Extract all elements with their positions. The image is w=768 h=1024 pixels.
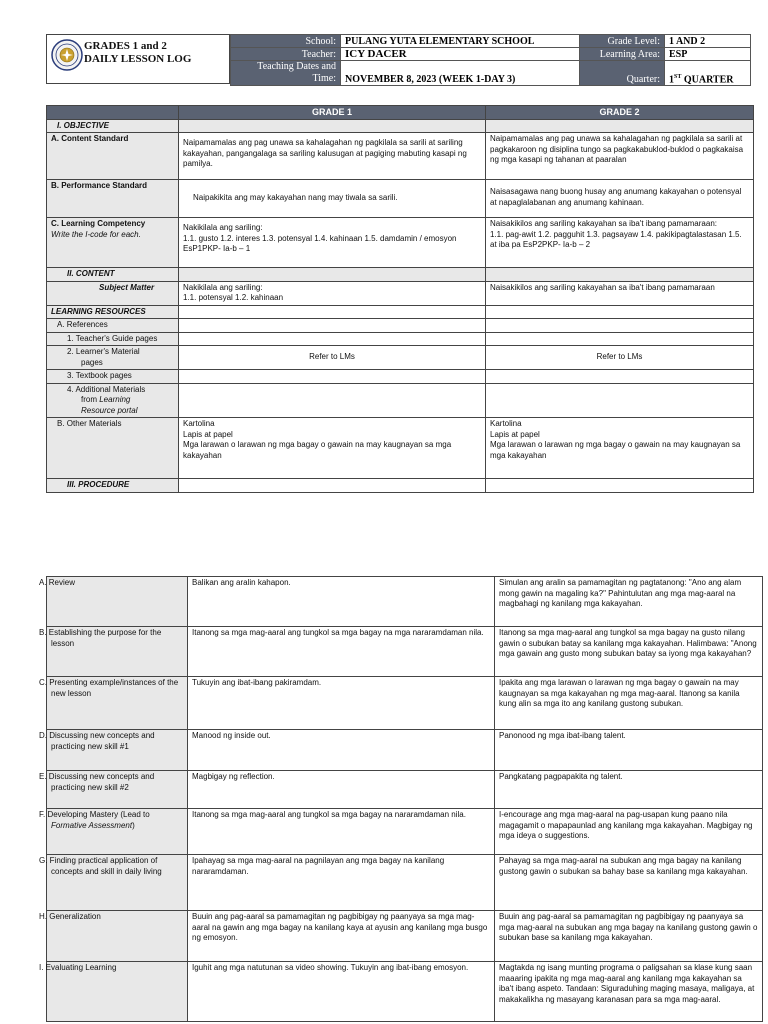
am-label-line3: Resource portal	[81, 405, 138, 415]
table-row	[47, 911, 763, 962]
competency-sub: Write the I-code for each.	[51, 229, 141, 239]
table-row	[47, 627, 763, 677]
lm-label-line1: 2. Learner's Material	[67, 347, 140, 356]
application-label: G. Finding practical application of concepts and skill in daily living	[47, 855, 188, 911]
quarter-num: 1	[669, 74, 674, 85]
am-learning: Learning	[99, 395, 131, 404]
procedure-label: III. PROCEDURE	[47, 479, 179, 493]
empty-cell	[179, 319, 486, 333]
am-label-line1: 4. Additional Materials	[67, 384, 146, 394]
subject-g1-line1: Nakikilala ang sariling:	[183, 282, 263, 292]
content-label: II. CONTENT	[47, 268, 179, 282]
generalization-g2: Buuin ang pag-aaral sa pamamagitan ng pagbibigay ng paanyaya sa mga mag-aaral na subukan ang mga bagay na kanilang gustong gawin o subukan base sa kanilang mga kakayahan.	[495, 911, 763, 962]
content-standard-g1: Naipamamalas ang pag unawa sa kahalagahan ng pagkilala sa sarili at sariling kakayahan, pangangalaga sa sariling kalusugan at pagiging mabuting kasapi ng pamilya.	[179, 133, 486, 180]
mastery-g2: I-encourage ang mga mag-aaral na pag-usapan kung paano nila magagamit o mapapaunlad ang kanilang mga kakayahan. Magbigay ng mga ideya o suggestions.	[495, 809, 763, 855]
om-g1-line2: Lapis at papel	[183, 429, 233, 439]
competency-g2-line2: 1.1. pag-awit 1.2. pagguhit 1.3. pagsayaw 1.4. pakikipagtalastasan 1.5. at iba pa EsP2PKP- Ia-b – 2	[490, 229, 742, 249]
empty-cell	[179, 305, 486, 319]
lesson-table-top	[46, 105, 754, 493]
mastery-label-ital: Formative Assessment	[51, 820, 133, 830]
teacher-value: ICY DACER	[341, 48, 580, 61]
other-materials-g1	[179, 418, 486, 479]
dates-label	[231, 61, 341, 86]
presenting-label: C. Presenting example/instances of the new lesson	[47, 677, 188, 730]
learners-material-g2: Refer to LMs	[486, 346, 754, 370]
empty-cell	[486, 383, 754, 418]
quarter-value	[665, 61, 751, 86]
om-g2-line3: Mga larawan o larawan ng mga bagay o gawain na may kaugnayan sa mga kakayahan	[490, 440, 741, 460]
discussing2-g2: Pangkatang pagpapakita ng talent.	[495, 771, 763, 809]
evaluating-g1: Iguhit ang mga natutunan sa video showing. Tukuyin ang ibat-ibang emosyon.	[188, 962, 495, 1022]
empty-cell	[486, 268, 754, 282]
table-row	[47, 962, 763, 1022]
presenting-g2: Ipakita ang mga larawan o larawan ng mga bagay o gawain na may kaugnayan sa mga kakayahan ng mga mag-aaral. Itanong sa kanila kung alin sa mga ito ang kanilang gustong subukan.	[495, 677, 763, 730]
learners-material-g1: Refer to LMs	[179, 346, 486, 370]
empty-cell	[179, 479, 486, 493]
performance-standard-g1: Naipakikita ang may kakayahan nang may tiwala sa sarili.	[179, 180, 486, 218]
deped-seal-icon	[51, 39, 83, 71]
purpose-g1: Itanong sa mga mag-aaral ang tungkol sa mga bagay na mga nararamdaman nila.	[188, 627, 495, 677]
mastery-label-pre: F. Developing Mastery (Lead to	[39, 810, 150, 819]
performance-standard-label: B. Performance Standard	[47, 180, 179, 218]
generalization-label: H. Generalization	[47, 911, 188, 962]
empty-cell	[179, 332, 486, 346]
competency-label-cell	[47, 218, 179, 268]
quarter-word: QUARTER	[681, 74, 734, 85]
grade-level-value: 1 AND 2	[665, 35, 751, 48]
empty-cell	[179, 119, 486, 133]
school-label: School:	[231, 35, 341, 48]
grade2-header: GRADE 2	[486, 106, 754, 120]
application-g2: Pahayag sa mga mag-aaral na subukan ang mga bagay na kanilang gustong gawin o subukan sa bahay base sa kanilang mga kakayahan.	[495, 855, 763, 911]
table-row	[47, 855, 763, 911]
empty-cell	[486, 319, 754, 333]
learners-material-label	[47, 346, 179, 370]
empty-cell	[179, 268, 486, 282]
learning-area-label: Learning Area:	[580, 48, 665, 61]
header-title-line1: GRADES 1 and 2	[84, 40, 167, 52]
lm-label-line2: pages	[81, 357, 103, 367]
teachers-guide-label: 1. Teacher's Guide pages	[47, 332, 179, 346]
evaluating-label: I. Evaluating Learning	[47, 962, 188, 1022]
lesson-table-procedure	[39, 576, 763, 1022]
dates-value: NOVEMBER 8, 2023 (WEEK 1-DAY 3)	[341, 61, 580, 86]
dates-label-line1: Teaching Dates and	[257, 61, 336, 72]
am-from: from	[81, 395, 97, 404]
om-g1-line1: Kartolina	[183, 419, 215, 428]
application-g1: Ipahayag sa mga mag-aaral na pagnilayan ang mga bagay na kanilang nararamdaman.	[188, 855, 495, 911]
subject-matter-g2: Naisakikilos ang sariling kakayahan sa iba't ibang pamamaraan	[486, 281, 754, 305]
evaluating-g2: Magtakda ng isang munting programa o paligsahan sa klase kung saan maaaring ipakita ng mga mag-aaral ang kanilang mga kakayahan sa iba't ibang aspeto. Tandaan: Siguraduhing maging masaya, maligaya, at makakalikha ng masayang karanasan para sa mga mag-aaral.	[495, 962, 763, 1022]
header-info-grid	[230, 34, 751, 86]
discussing1-g2: Panonood ng mga ibat-ibang talent.	[495, 730, 763, 771]
subject-matter-g1	[179, 281, 486, 305]
grade-level-label: Grade Level:	[580, 35, 665, 48]
header-title-line2: DAILY LESSON LOG	[84, 53, 192, 65]
am-label-line2	[67, 395, 174, 406]
discussing1-label: D. Discussing new concepts and practicing new skill #1	[47, 730, 188, 771]
corner-cell	[47, 106, 179, 120]
additional-materials-label	[47, 383, 179, 418]
quarter-label: Quarter:	[580, 61, 665, 86]
empty-cell	[179, 383, 486, 418]
generalization-g1: Buuin ang pag-aaral sa pamamagitan ng pagbibigay ng paanyaya sa mga mag-aaral na gawin ang mga bagay na kanilang kaya at ayusin ang kanilang mga busgo ng emosyon.	[188, 911, 495, 962]
learning-area-value: ESP	[665, 48, 751, 61]
empty-cell	[486, 305, 754, 319]
empty-cell	[179, 370, 486, 384]
learning-resources-label: LEARNING RESOURCES	[47, 305, 179, 319]
school-value: PULANG YUTA ELEMENTARY SCHOOL	[341, 35, 580, 48]
competency-g2	[486, 218, 754, 268]
table-row	[47, 771, 763, 809]
om-g1-line3: Mga larawan o larawan ng mga bagay o gawain na may kaugnayan sa mga kakayahan	[183, 440, 452, 460]
subject-matter-label: Subject Matter	[47, 281, 179, 305]
purpose-g2: Itanong sa mga mag-aaral ang tungkol sa mga bagay na gusto nilang gawin o subukan batay sa kanilang mga kakayahan. Halimbawa: "Anong mga gawain ang gusto mong subukan batay sa iyong mga kakayahan?	[495, 627, 763, 677]
discussing2-g1: Magbigay ng reflection.	[188, 771, 495, 809]
empty-cell	[486, 332, 754, 346]
table-row	[47, 730, 763, 771]
om-g2-line1: Kartolina	[490, 419, 522, 428]
table-row	[47, 677, 763, 730]
quarter-sup: ST	[674, 73, 682, 80]
content-standard-label: A. Content Standard	[47, 133, 179, 180]
teacher-label: Teacher:	[231, 48, 341, 61]
other-materials-g2	[486, 418, 754, 479]
competency-g1-line1: Nakikilala ang sariling:	[183, 223, 263, 232]
om-g2-line2: Lapis at papel	[490, 429, 540, 439]
subject-g1-line2: 1.1. potensyal 1.2. kahinaan	[183, 293, 284, 302]
header-title-box	[46, 34, 230, 84]
performance-standard-g2: Naisasagawa nang buong husay ang anumang kakayahan o potensyal at napaglalabanan ang anumang kahinaan.	[486, 180, 754, 218]
empty-cell	[486, 370, 754, 384]
objective-label: I. OBJECTIVE	[47, 119, 179, 133]
purpose-label: B. Establishing the purpose for the lesson	[47, 627, 188, 677]
competency-g1	[179, 218, 486, 268]
table-row	[47, 577, 763, 627]
mastery-label	[39, 809, 188, 855]
competency-label: C. Learning Competency	[51, 219, 146, 228]
discussing2-label: E. Discussing new concepts and practicing new skill #2	[47, 771, 188, 809]
table-row	[47, 809, 763, 855]
presenting-g1: Tukuyin ang ibat-ibang pakiramdam.	[188, 677, 495, 730]
review-g1: Balikan ang aralin kahapon.	[188, 577, 495, 627]
mastery-label-post: )	[132, 820, 135, 830]
competency-g1-line2: 1.1. gusto 1.2. interes 1.3. potensyal 1.4. kahinaan 1.5. damdamin / emosyon EsP1PKP- Ia-b – 1	[183, 233, 457, 253]
references-label: A. References	[47, 319, 179, 333]
discussing1-g1: Manood ng inside out.	[188, 730, 495, 771]
review-label: A. Review	[47, 577, 188, 627]
textbook-pages-label: 3. Textbook pages	[47, 370, 179, 384]
other-materials-label: B. Other Materials	[47, 418, 179, 479]
competency-g2-line1: Naisakikilos ang sariling kakayahan sa iba't ibang pamamaraan:	[490, 219, 717, 228]
grade1-header: GRADE 1	[179, 106, 486, 120]
mastery-g1: Itanong sa mga mag-aaral ang tungkol sa mga bagay na nararamdaman nila.	[188, 809, 495, 855]
dates-label-line2: Time:	[312, 73, 336, 84]
empty-cell	[486, 479, 754, 493]
review-g2: Simulan ang aralin sa pamamagitan ng pagtatanong: "Ano ang alam mong gawin na magaling ka?" Pahintulutan ang mga mag-aaral na magbahagi ng kanilang mga kakayahan.	[495, 577, 763, 627]
empty-cell	[486, 119, 754, 133]
content-standard-g2: Naipamamalas ang pag unawa sa kahalagahan ng pagkilala sa sarili at pagkakaroon ng disiplina tungo sa pagkakabuklod-buklod o pagkakaisa ng mga kasapi ng tahanan at paaralan	[486, 133, 754, 180]
